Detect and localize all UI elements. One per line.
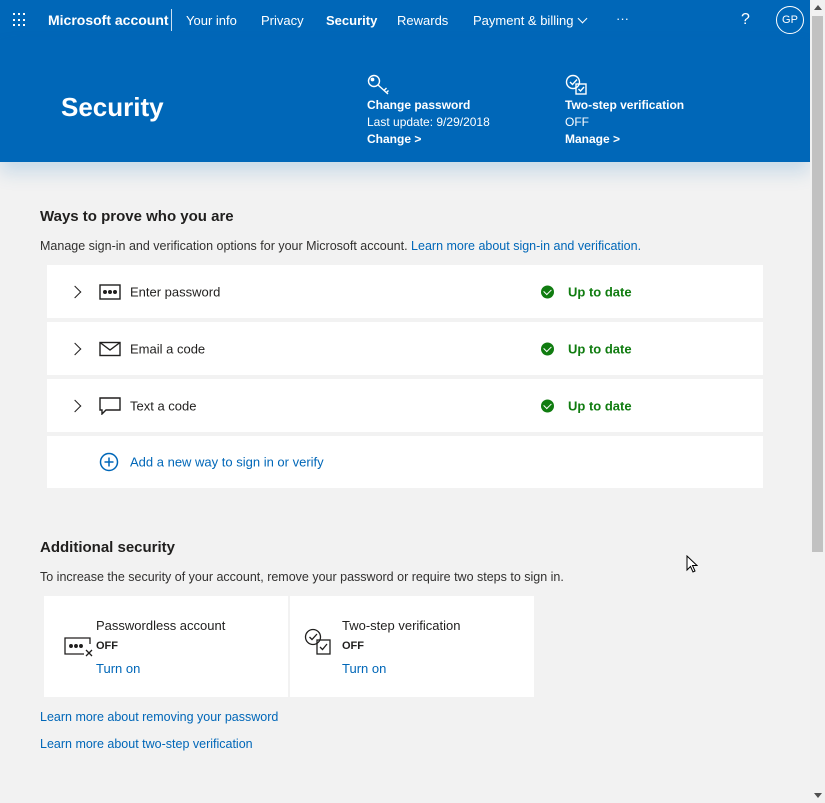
status-text: Up to date (568, 341, 632, 356)
checkmark-icon (541, 285, 554, 298)
key-icon (367, 74, 391, 96)
status-badge (541, 341, 632, 356)
nav-item-security[interactable]: Security (326, 13, 378, 28)
method-row-email[interactable] (47, 322, 763, 375)
prove-heading: Ways to prove who you are (40, 208, 234, 225)
method-label: Email a code (130, 341, 206, 356)
chevron-right-icon[interactable] (69, 342, 82, 355)
mouse-cursor-icon (686, 555, 698, 573)
add-circle-icon (99, 452, 119, 472)
scroll-up-arrow-icon[interactable] (814, 5, 822, 10)
additional-description: To increase the security of your account, remove your password or require two steps to sign in. (40, 570, 564, 584)
two-step-title: Two-step verification (565, 98, 685, 112)
nav-item-payment-billing[interactable] (473, 13, 586, 28)
help-icon[interactable]: ? (741, 11, 750, 28)
top-navigation (0, 0, 810, 40)
method-label: Enter password (130, 284, 221, 299)
method-row-password[interactable] (47, 265, 763, 318)
change-password-title: Change password (367, 98, 471, 112)
nav-item-payment-billing-label: Payment & billing (473, 13, 574, 28)
checkmark-icon (541, 399, 554, 412)
learn-more-remove-password-link[interactable]: Learn more about removing your password (40, 710, 279, 724)
nav-item-your-info[interactable]: Your info (186, 13, 237, 28)
avatar[interactable]: GP (776, 6, 804, 34)
prove-description (40, 239, 641, 253)
nav-item-privacy[interactable]: Privacy (261, 13, 304, 28)
password-last-update: Last update: 9/29/2018 (367, 115, 490, 129)
envelope-icon (99, 340, 121, 358)
nav-item-rewards[interactable]: Rewards (397, 13, 449, 28)
status-badge (541, 284, 632, 299)
prove-description-text: Manage sign-in and verification options for your Microsoft account. (40, 239, 408, 253)
two-step-turn-on-link[interactable]: Turn on (342, 661, 387, 676)
nav-divider (171, 9, 172, 31)
chevron-right-icon[interactable] (69, 285, 82, 298)
manage-two-step-link[interactable]: Manage > (565, 132, 621, 146)
chevron-right-icon[interactable] (69, 399, 82, 412)
passwordless-card (44, 596, 288, 697)
add-method-link[interactable]: Add a new way to sign in or verify (130, 454, 324, 470)
passwordless-icon (64, 630, 94, 660)
checkmark-icon (541, 342, 554, 355)
passwordless-turn-on-link[interactable]: Turn on (96, 661, 141, 676)
change-password-link[interactable]: Change > (367, 132, 422, 146)
method-row-text[interactable] (47, 379, 763, 432)
brand-title[interactable]: Microsoft account (48, 12, 169, 28)
scroll-thumb[interactable] (812, 16, 823, 552)
password-dots-icon (99, 283, 121, 301)
two-step-card-title: Two-step verification (342, 618, 461, 633)
page-title: Security (61, 92, 164, 122)
status-text: Up to date (568, 398, 632, 413)
passwordless-title: Passwordless account (96, 618, 226, 633)
two-step-icon (565, 74, 589, 96)
status-badge (541, 398, 632, 413)
security-banner (0, 40, 810, 162)
learn-more-sign-in-link[interactable]: Learn more about sign-in and verification. (411, 239, 642, 253)
chevron-down-icon (578, 14, 588, 24)
passwordless-status: OFF (96, 640, 118, 652)
chat-bubble-icon (99, 397, 121, 415)
two-step-card-status: OFF (342, 640, 364, 652)
status-text: Up to date (568, 284, 632, 299)
app-launcher-icon[interactable] (13, 13, 27, 27)
scroll-down-arrow-icon[interactable] (814, 793, 822, 798)
additional-heading: Additional security (40, 539, 176, 556)
two-step-status: OFF (565, 115, 589, 129)
method-label: Text a code (130, 398, 197, 413)
two-step-card (290, 596, 534, 697)
vertical-scrollbar[interactable] (810, 0, 825, 803)
add-method-row[interactable] (47, 436, 763, 488)
two-step-icon (304, 628, 334, 658)
learn-more-two-step-link[interactable]: Learn more about two-step verification (40, 737, 253, 751)
more-options-button[interactable]: ··· (616, 11, 629, 26)
